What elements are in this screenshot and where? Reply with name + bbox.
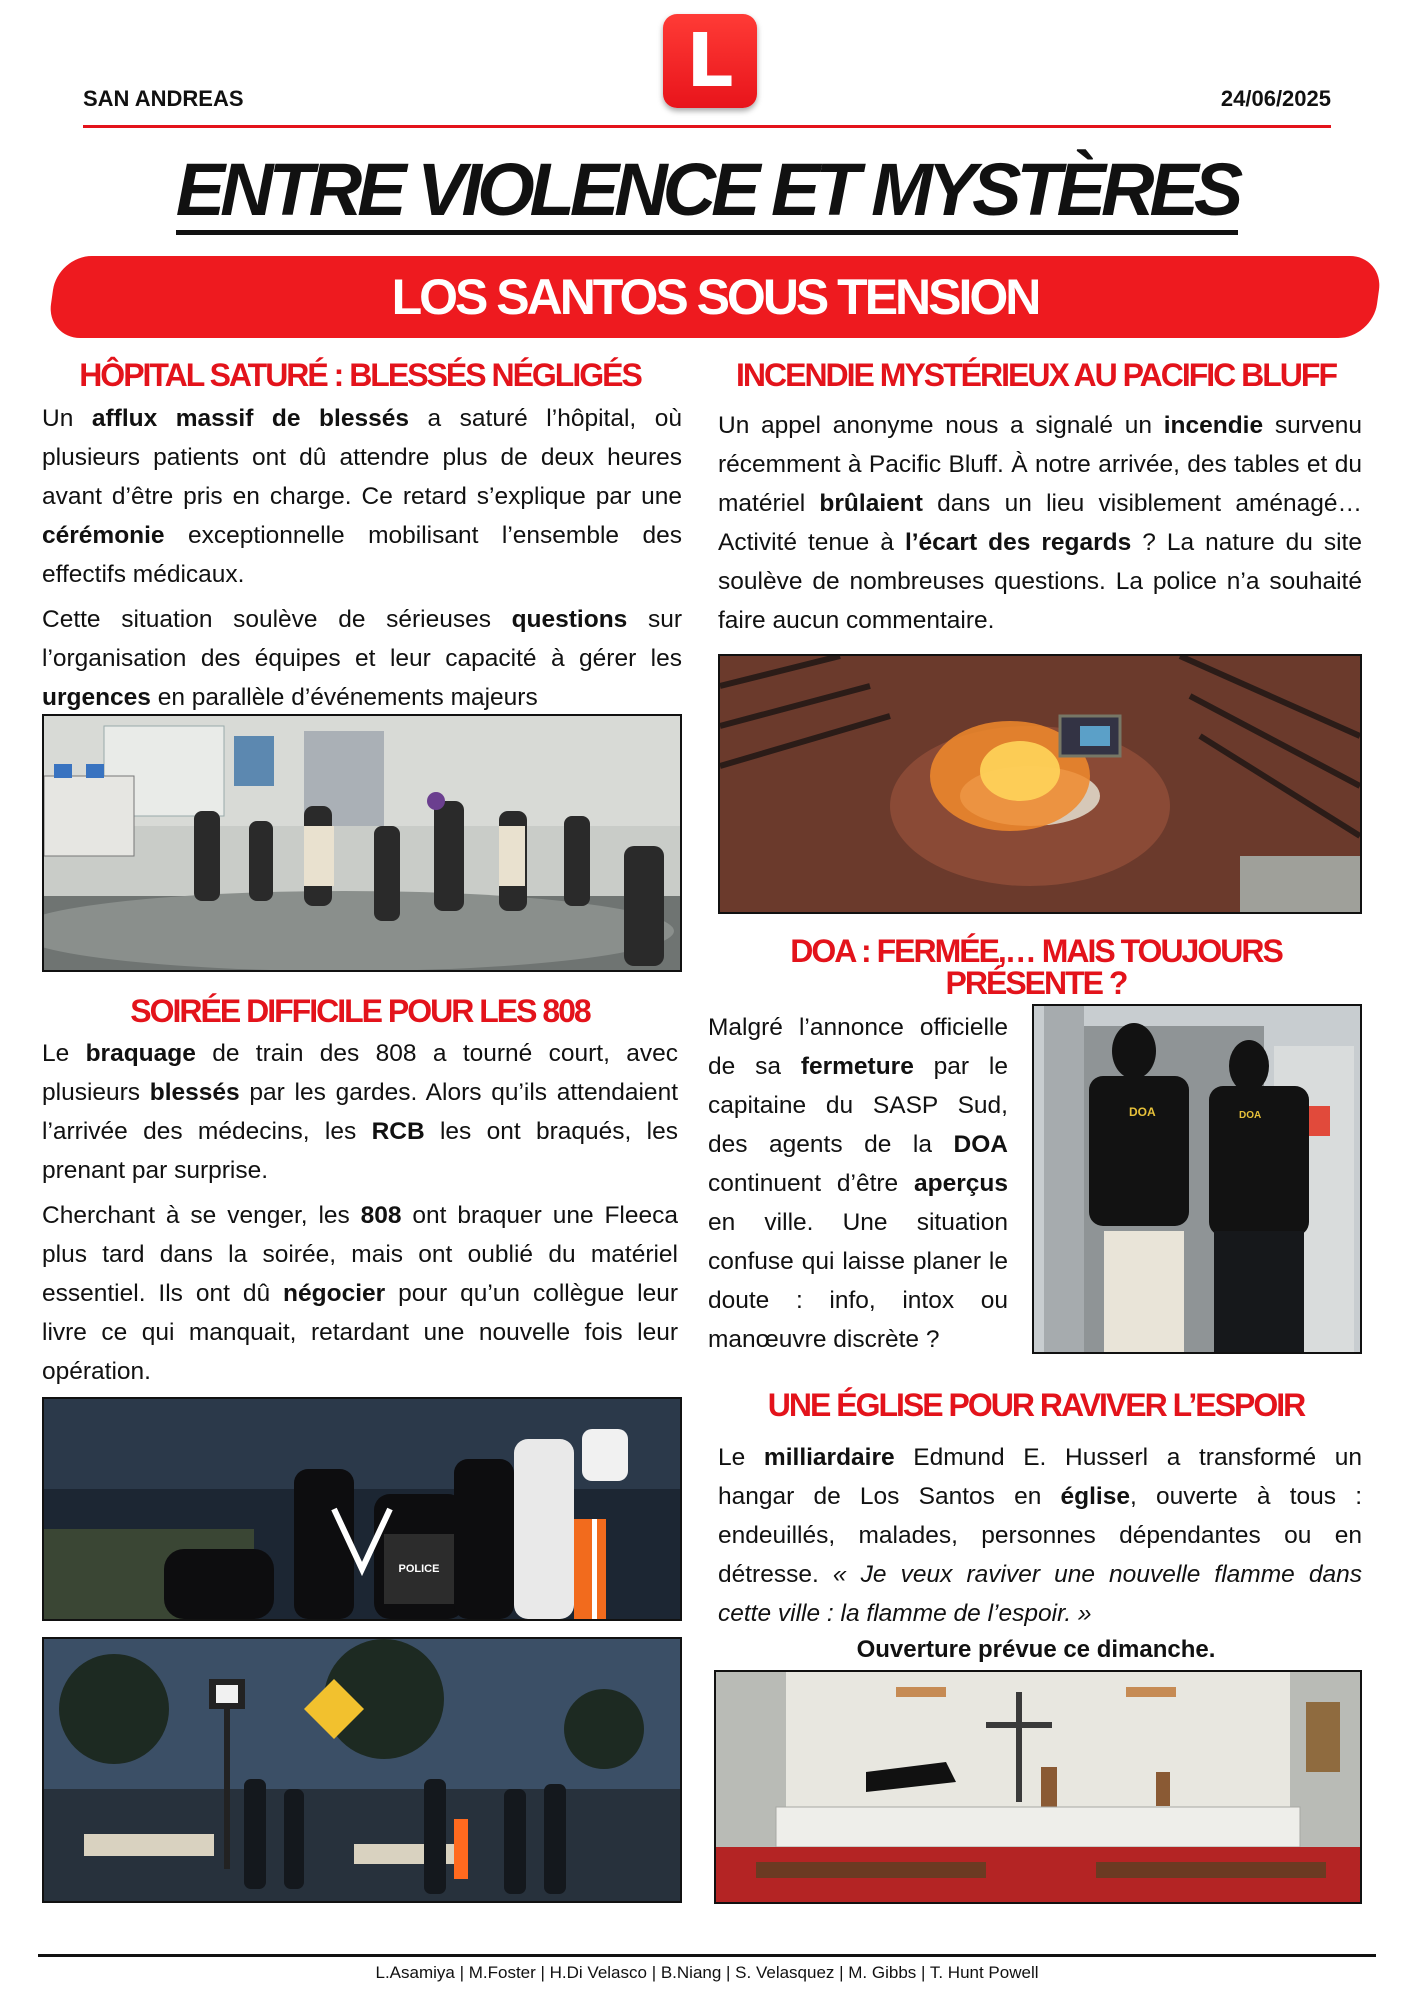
hospital-paragraph-1-run: afflux massif de blessés — [91, 405, 409, 432]
headline-wrap — [60, 150, 1354, 235]
doa-agents-photo — [1032, 1004, 1362, 1354]
gang-808-paragraph-1-run: les ont braqués, les prenant par surprise. — [42, 1118, 678, 1184]
doa-paragraph-1-run: fermeture — [800, 1053, 914, 1080]
gang-808-paragraph-2-run: négocier — [283, 1280, 386, 1307]
hospital-paragraph-1-run: a saturé l’hôpital, où plusieurs patients ont dû attendre plus de deux heures avant d’être pris en charge. Ce retard s’explique par une — [42, 405, 682, 510]
gang-808-paragraph-1-run: par les gardes. Alors qu’ils attendaient l’arrivée des médecins, les — [42, 1079, 678, 1145]
church-title: UNE ÉGLISE POUR RAVIVER L’ESPOIR — [767, 1387, 1305, 1423]
doa-title-line-1: DOA : FERMÉE,… MAIS TOUJOURS — [790, 933, 1282, 969]
hospital-paragraph-2 — [42, 600, 682, 717]
hospital-title: HÔPITAL SATURÉ : BLESSÉS NÉGLIGÉS — [79, 357, 641, 393]
church-paragraph-1-run: Le — [718, 1444, 764, 1471]
church-paragraph-1-run: , ouverte à tous : endeuillés, malades, personnes dépendantes ou en détresse. — [718, 1483, 1362, 1588]
banner-title: LOS SANTOS SOUS TENSION — [391, 269, 1039, 325]
church-photo — [714, 1670, 1362, 1904]
hospital-paragraph-2-run: questions — [511, 606, 628, 633]
hospital-paragraph-2-run: Cette situation soulève de sérieuses — [42, 606, 512, 633]
doa-paragraph-1 — [708, 1008, 1008, 1359]
church-paragraph-1 — [718, 1438, 1362, 1633]
gang-808-paragraph-2-run: ont braquer une Fleeca plus tard dans la soirée, mais ont oublié du matériel essentiel. Ils ont dû — [42, 1202, 678, 1307]
hospital-photo — [42, 714, 682, 972]
fire-title: INCENDIE MYSTÉRIEUX AU PACIFIC BLUFF — [735, 357, 1336, 393]
hospital-paragraph-1-run: Un — [42, 405, 92, 432]
gang-808-paragraph-1-run: blessés — [149, 1079, 240, 1106]
doa-paragraph-1-run: Malgré l’annonce officielle de sa — [708, 1014, 1008, 1080]
main-headline: ENTRE VIOLENCE ET MYSTÈRES — [176, 150, 1238, 235]
gang-808-paragraph-1-run: braquage — [85, 1040, 196, 1067]
hospital-paragraph-1 — [42, 399, 682, 594]
fire-paragraph-1-run: ? La nature du site soulève de nombreuses questions. La police n’a souhaité faire aucun commentaire. — [718, 529, 1362, 634]
church-paragraph-1-run: église — [1060, 1483, 1130, 1510]
fire-paragraph-1-run: l’écart des regards — [904, 529, 1132, 556]
doa-title-line-2: PRÉSENTE ? — [945, 965, 1127, 1001]
church-paragraph-1-run: milliardaire — [763, 1444, 895, 1471]
doa-patch-text-2: DOA — [1239, 1110, 1262, 1121]
hospital-paragraph-2-run: urgences — [42, 684, 151, 711]
issue-date: 24/06/2025 — [1220, 86, 1331, 111]
police-patch-text: POLICE — [398, 1563, 440, 1575]
police-scene-photo — [42, 1637, 682, 1903]
gang-808-paragraph-1-run: RCB — [371, 1118, 425, 1145]
location-label: SAN ANDREAS — [83, 86, 244, 111]
fire-article — [718, 406, 1362, 646]
gang-808-paragraph-1-run: de train des 808 a tourné court, avec plusieurs — [42, 1040, 678, 1106]
fire-paragraph-1-run: Un appel anonyme nous a signalé un — [718, 412, 1164, 439]
fire-paragraph-1 — [718, 406, 1362, 640]
gang-808-paragraph-1-run: Le — [42, 1040, 86, 1067]
authors-credits: L.Asamiya | M.Foster | H.Di Velasco | B.Niang | S. Velasquez | M. Gibbs | T. Hunt Powell — [375, 1963, 1039, 1982]
church-opening-note: Ouverture prévue ce dimanche. — [856, 1636, 1216, 1663]
gang-808-paragraph-2-run: Cherchant à se venger, les — [42, 1202, 361, 1229]
fire-photo — [718, 654, 1362, 914]
gang-808-paragraph-2-run: 808 — [360, 1202, 402, 1229]
doa-paragraph-1-run: DOA — [953, 1131, 1008, 1158]
footer-divider — [38, 1954, 1376, 1957]
gang-808-paragraph-2-run: pour qu’un collègue leur livre ce qui manquait, retardant une nouvelle fois leur opération. — [42, 1280, 678, 1385]
gang-808-article — [42, 1034, 678, 1397]
church-paragraph-1-run: Edmund E. Husserl a transformé un hangar de Los Santos en — [718, 1444, 1363, 1510]
doa-paragraph-1-run: continuent d’être — [708, 1170, 915, 1197]
doa-paragraph-1-run: en ville. Une situation confuse qui laisse planer le doute : info, intox ou manœuvre discrète ? — [708, 1209, 1008, 1353]
fire-paragraph-1-run: incendie — [1163, 412, 1264, 439]
hospital-paragraph-2-run: sur l’organisation des équipes et leur capacité à gérer les — [42, 606, 682, 672]
doa-article — [708, 1008, 1008, 1365]
gang-808-paragraph-1 — [42, 1034, 678, 1190]
hospital-paragraph-1-run: cérémonie — [42, 522, 165, 549]
newspaper-logo — [663, 14, 757, 108]
fire-paragraph-1-run: survenu récemment à Pacific Bluff. À notre arrivée, des tables et du matériel — [718, 412, 1362, 517]
doa-patch-text: DOA — [1129, 1105, 1156, 1119]
gang-808-paragraph-2 — [42, 1196, 678, 1391]
hospital-article — [42, 399, 682, 723]
fire-paragraph-1-run: dans un lieu visiblement aménagé… Activité tenue à — [718, 490, 1362, 556]
fire-paragraph-1-run: brûlaient — [819, 490, 923, 517]
doa-paragraph-1-run: aperçus — [914, 1170, 1008, 1197]
doa-paragraph-1-run: par le capitaine du SASP Sud, des agents de la — [708, 1053, 1008, 1158]
hospital-paragraph-1-run: exceptionnelle mobilisant l’ensemble des effectifs médicaux. — [42, 522, 682, 588]
header-divider — [83, 125, 1331, 128]
robbery-photo — [42, 1397, 682, 1621]
church-article — [718, 1438, 1362, 1639]
gang-808-title: SOIRÉE DIFFICILE POUR LES 808 — [130, 993, 590, 1029]
logo-letter: L — [686, 18, 734, 104]
hospital-paragraph-2-run: en parallèle d’événements majeurs — [150, 684, 538, 711]
church-paragraph-1-run: « Je veux raviver une nouvelle flamme dans cette ville : la flamme de l’espoir. » — [718, 1561, 1362, 1627]
